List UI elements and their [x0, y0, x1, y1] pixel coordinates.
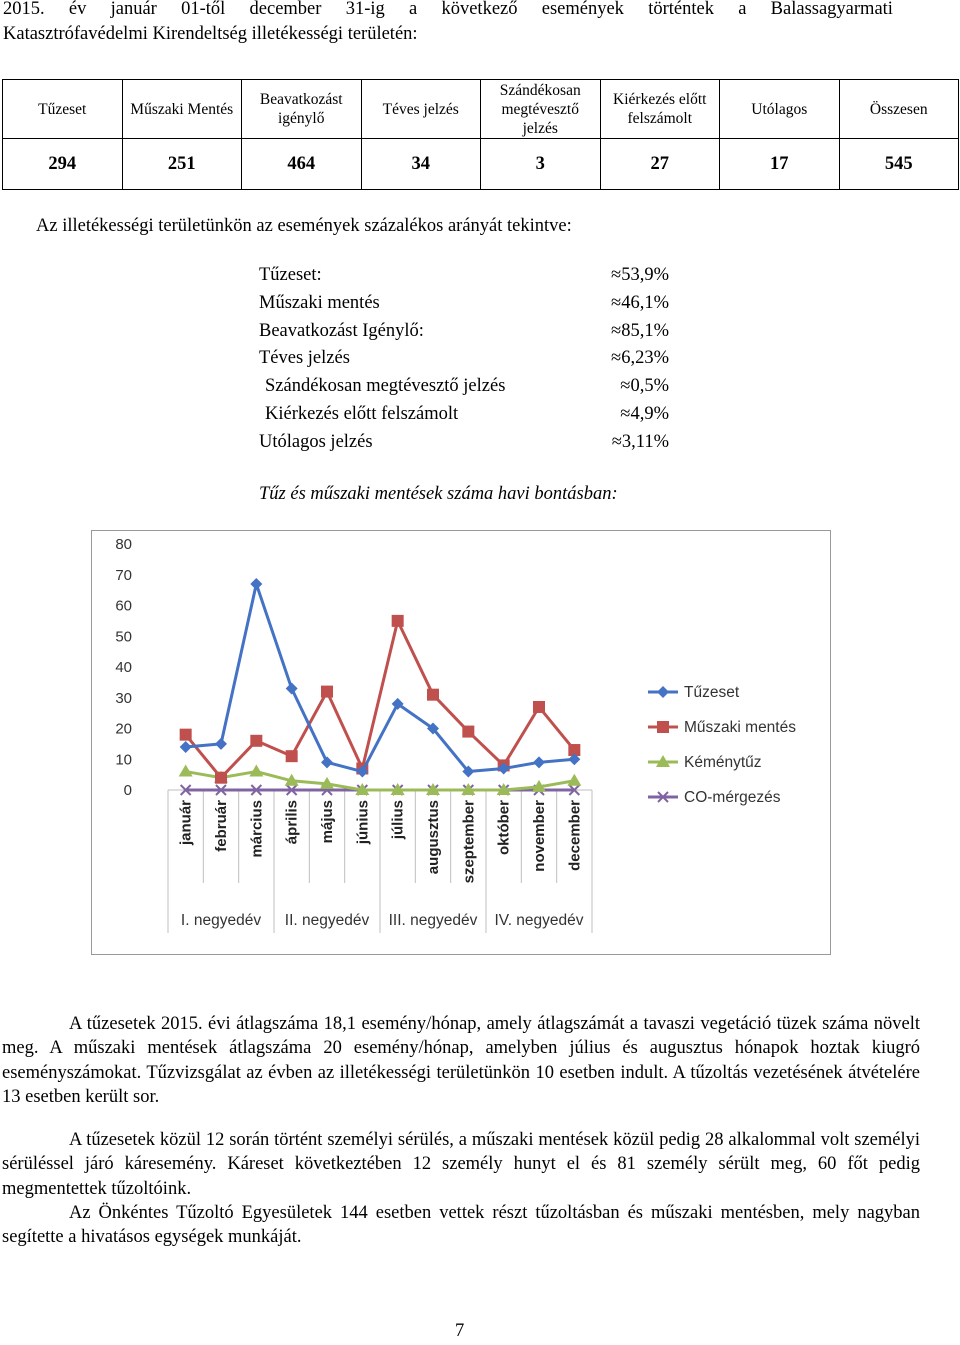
data-point	[427, 689, 439, 701]
legend-label: Kéménytűz	[684, 754, 762, 771]
ratio-label: Beavatkozást Igénylő:	[259, 320, 424, 341]
intro-line-2: Katasztrófavédelmi Kirendeltség illetékességi területén:	[3, 24, 418, 44]
table-cell: 464	[242, 139, 362, 190]
data-point	[179, 765, 193, 777]
intro-word: év	[68, 0, 87, 19]
legend-label: Tűzeset	[684, 684, 740, 701]
ratio-value: ≈3,11%	[611, 431, 669, 452]
ratio-value: ≈46,1%	[611, 292, 669, 313]
table-cell: 3	[481, 139, 601, 190]
y-tick-label: 60	[115, 597, 132, 615]
table-cell: 27	[600, 139, 720, 190]
quarter-label: II. negyedév	[284, 912, 370, 929]
page-number: 7	[455, 1321, 465, 1341]
quarter-label: III. negyedév	[388, 912, 478, 929]
intro-word: a	[738, 0, 747, 19]
y-tick-label: 10	[115, 751, 132, 769]
ratio-label: Műszaki mentés	[259, 292, 380, 313]
intro-word: december	[249, 0, 322, 19]
intro-word: 31-ig	[345, 0, 385, 19]
x-tick-label: október	[495, 800, 513, 856]
ratio-label: Szándékosan megtévesztő jelzés	[265, 376, 506, 397]
x-tick-label: február	[213, 800, 230, 852]
legend-marker	[657, 686, 669, 698]
table-cell: 17	[720, 139, 840, 190]
paragraph: Az Önkéntes Tűzoltó Egyesületek 144 esetben vettek részt tűzoltásban és műszaki mentésben, mely nagyban segítette a hivatásos egységek munkáját.	[2, 1203, 920, 1248]
intro-word: 01-től	[181, 0, 226, 19]
intro-text	[3, 0, 893, 47]
x-tick-label: augusztus	[425, 800, 442, 875]
table-header-cell: Összesen	[839, 80, 959, 139]
data-point	[250, 578, 262, 590]
legend-label: CO-mérgezés	[684, 789, 781, 806]
quarter-label: I. negyedév	[180, 912, 262, 929]
x-tick-label: szeptember	[460, 800, 478, 884]
x-tick-label: július	[389, 800, 407, 840]
y-tick-label: 40	[115, 659, 132, 676]
table-header-cell: Kiérkezés előtt felszámolt	[600, 80, 720, 139]
x-tick-label: január	[177, 800, 195, 846]
ratio-label: Kiérkezés előtt felszámolt	[265, 403, 459, 424]
data-point	[462, 726, 474, 738]
data-point	[180, 741, 192, 753]
legend-label: Műszaki mentés	[684, 719, 796, 736]
ratio-row	[259, 429, 669, 457]
intro-line-1	[3, 0, 893, 22]
y-tick-label: 70	[115, 566, 132, 584]
x-tick-label: június	[354, 800, 372, 845]
ratio-row	[259, 373, 669, 401]
paragraph: A tűzesetek közül 12 során történt személyi sérülés, a műszaki mentések közül pedig 28 alkalommal volt személyi sérüléssel járó káresemény. Káreset következtében 12 személy hunyt el és 81 személy sérült meg, 60 főt pedig megmentettek tűzoltóink.	[2, 1130, 920, 1199]
ratio-value: ≈53,9%	[611, 265, 669, 285]
table-header-cell: Műszaki Mentés	[122, 80, 242, 139]
ratio-row	[259, 401, 669, 429]
table-header-cell: Szándékosan megtévesztő jelzés	[481, 80, 601, 139]
data-point	[392, 615, 404, 627]
ratio-row	[259, 262, 669, 290]
table-value-row	[3, 139, 959, 190]
x-tick-label: november	[531, 800, 548, 872]
intro-word: Balassagyarmati	[770, 0, 893, 19]
y-tick-label: 20	[115, 720, 132, 738]
quarter-label: IV. negyedév	[494, 912, 584, 929]
data-point	[249, 765, 263, 777]
intro-word: 2015.	[3, 0, 45, 19]
line-chart	[92, 531, 830, 954]
data-point	[250, 735, 262, 747]
legend-marker	[657, 721, 669, 733]
ratio-label: Utólagos jelzés	[259, 431, 373, 452]
x-tick-label: május	[319, 800, 336, 844]
y-tick-label: 30	[115, 689, 132, 707]
ratio-value: ≈6,23%	[611, 348, 669, 369]
table-cell: 34	[361, 139, 481, 190]
ratio-label: Téves jelzés	[259, 348, 350, 369]
x-tick-label: március	[248, 800, 266, 858]
intro-word: a	[409, 0, 418, 19]
data-point	[215, 772, 227, 784]
x-tick-label: április	[283, 800, 301, 845]
data-point	[215, 738, 227, 750]
table-header-cell: Beavatkozást igénylő	[242, 80, 362, 139]
table-header-cell: Utólagos	[720, 80, 840, 139]
ratio-value: ≈0,5%	[620, 376, 669, 397]
ratio-value: ≈4,9%	[620, 403, 669, 424]
y-tick-label: 50	[115, 628, 132, 646]
ratio-value: ≈85,1%	[611, 320, 669, 341]
data-point	[180, 729, 192, 741]
ratio-row	[259, 290, 669, 318]
data-point	[321, 686, 333, 698]
data-point	[567, 774, 581, 786]
intro-word: következő	[441, 0, 518, 19]
y-tick-label: 80	[115, 536, 132, 553]
ratio-row	[259, 318, 669, 346]
summary-intro: Az illetékességi területünkön az események százalékos arányát tekintve:	[36, 216, 572, 236]
table-header-cell: Téves jelzés	[361, 80, 481, 139]
x-tick-label: december	[566, 800, 584, 871]
table-cell: 545	[839, 139, 959, 190]
monthly-events-chart	[91, 530, 831, 955]
event-stats-table	[2, 79, 959, 190]
data-point	[321, 756, 333, 768]
data-point	[286, 683, 298, 695]
data-point	[533, 756, 545, 768]
table-header-row	[3, 80, 959, 139]
ratio-row	[259, 345, 669, 373]
table-header-cell: Tűzeset	[3, 80, 123, 139]
ratio-list	[259, 262, 669, 457]
intro-word: események	[541, 0, 624, 19]
series-line	[186, 772, 575, 790]
paragraph: A tűzesetek 2015. évi átlagszáma 18,1 esemény/hónap, amely átlagszámát a tavaszi vegetáció tüzek száma növelt meg. A műszaki mentések átlagszáma 20 esemény/hónap, amelyben július és augusztus hónapok hoztak kiugró eseményszámokat. Tűzvizsgálat az évben az illetékességi területünkön 10 esetben indult. A tűzoltás vezetésének átvételére 13 esetben került sor.	[2, 1014, 920, 1107]
table-cell: 251	[122, 139, 242, 190]
data-point	[533, 701, 545, 713]
ratio-label: Tűzeset:	[259, 265, 322, 285]
intro-word: január	[110, 0, 157, 19]
body-text	[2, 1012, 920, 1250]
intro-word: történtek	[648, 0, 714, 19]
table-cell: 294	[3, 139, 123, 190]
chart-caption: Tűz és műszaki mentések száma havi bontásban:	[259, 484, 618, 504]
y-tick-label: 0	[123, 782, 132, 799]
data-point	[286, 750, 298, 762]
